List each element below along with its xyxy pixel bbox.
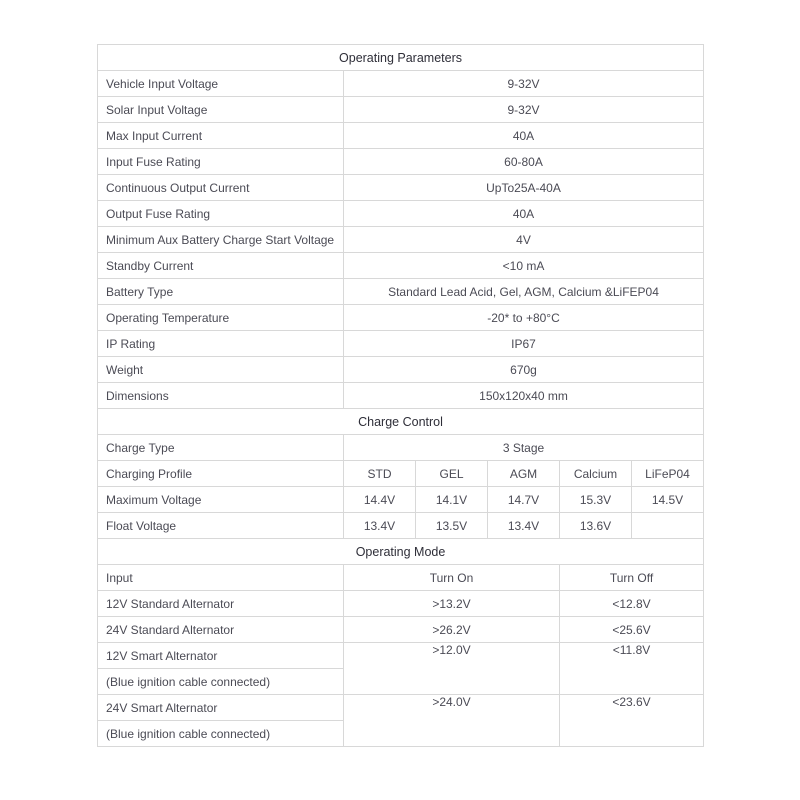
column-header-input: Input (98, 565, 344, 591)
row-value: IP67 (344, 331, 704, 357)
row-value: <10 mA (344, 253, 704, 279)
table-row (98, 123, 704, 149)
row-label: Float Voltage (98, 513, 344, 539)
section-title-operating-mode: Operating Mode (98, 539, 704, 565)
row-value: 9-32V (344, 97, 704, 123)
table-row (98, 409, 704, 435)
turn-off-value: <12.8V (560, 591, 704, 617)
row-value: 4V (344, 227, 704, 253)
row-label: Minimum Aux Battery Charge Start Voltage (98, 227, 344, 253)
table-row (98, 149, 704, 175)
row-label: Output Fuse Rating (98, 201, 344, 227)
row-value: 150x120x40 mm (344, 383, 704, 409)
turn-on-value: >13.2V (344, 591, 560, 617)
turn-on-value: >12.0V (344, 643, 560, 695)
table-row (98, 331, 704, 357)
row-label: Input Fuse Rating (98, 149, 344, 175)
turn-off-value: <11.8V (560, 643, 704, 695)
row-value: 13.4V (344, 513, 416, 539)
table-row (98, 279, 704, 305)
row-value: 15.3V (560, 487, 632, 513)
turn-off-value: <23.6V (560, 695, 704, 747)
row-sublabel: (Blue ignition cable connected) (98, 669, 344, 695)
row-label: 12V Smart Alternator (98, 643, 344, 669)
row-label: Operating Temperature (98, 305, 344, 331)
table-row (98, 695, 704, 721)
table-row (98, 201, 704, 227)
table-row (98, 45, 704, 71)
column-header-turn-on: Turn On (344, 565, 560, 591)
row-value: 14.5V (632, 487, 704, 513)
spec-table (97, 44, 704, 747)
row-sublabel: (Blue ignition cable connected) (98, 721, 344, 747)
profile-column-header: LiFeP04 (632, 461, 704, 487)
turn-on-value: >24.0V (344, 695, 560, 747)
row-label: Vehicle Input Voltage (98, 71, 344, 97)
row-value: 40A (344, 201, 704, 227)
table-row (98, 435, 704, 461)
row-value: 60-80A (344, 149, 704, 175)
table-row (98, 617, 704, 643)
profile-column-header: STD (344, 461, 416, 487)
row-label: Charging Profile (98, 461, 344, 487)
row-label: Solar Input Voltage (98, 97, 344, 123)
row-label: 24V Standard Alternator (98, 617, 344, 643)
row-value: Standard Lead Acid, Gel, AGM, Calcium &LiFEP04 (344, 279, 704, 305)
section-title-charge-control: Charge Control (98, 409, 704, 435)
profile-column-header: AGM (488, 461, 560, 487)
table-row (98, 539, 704, 565)
profile-column-header: GEL (416, 461, 488, 487)
table-row (98, 357, 704, 383)
row-value: -20* to +80°C (344, 305, 704, 331)
row-label: IP Rating (98, 331, 344, 357)
table-row (98, 513, 704, 539)
table-row (98, 227, 704, 253)
row-label: Dimensions (98, 383, 344, 409)
row-label: Standby Current (98, 253, 344, 279)
table-row (98, 565, 704, 591)
table-row (98, 253, 704, 279)
table-row (98, 643, 704, 669)
table-row (98, 175, 704, 201)
row-label: Weight (98, 357, 344, 383)
row-value: 13.4V (488, 513, 560, 539)
row-label: Continuous Output Current (98, 175, 344, 201)
table-row (98, 461, 704, 487)
row-value: 14.1V (416, 487, 488, 513)
table-row (98, 383, 704, 409)
row-label: Max Input Current (98, 123, 344, 149)
table-row (98, 591, 704, 617)
row-label: 12V Standard Alternator (98, 591, 344, 617)
profile-column-header: Calcium (560, 461, 632, 487)
row-value: 13.6V (560, 513, 632, 539)
row-value: 14.4V (344, 487, 416, 513)
row-value (632, 513, 704, 539)
column-header-turn-off: Turn Off (560, 565, 704, 591)
row-label: Battery Type (98, 279, 344, 305)
table-row (98, 97, 704, 123)
row-value: 14.7V (488, 487, 560, 513)
row-label: Charge Type (98, 435, 344, 461)
row-value: UpTo25A-40A (344, 175, 704, 201)
row-value: 40A (344, 123, 704, 149)
section-title-operating-parameters: Operating Parameters (98, 45, 704, 71)
table-row (98, 71, 704, 97)
table-row (98, 487, 704, 513)
table-row (98, 305, 704, 331)
turn-on-value: >26.2V (344, 617, 560, 643)
spec-sheet (97, 44, 704, 747)
turn-off-value: <25.6V (560, 617, 704, 643)
row-label: 24V Smart Alternator (98, 695, 344, 721)
row-value: 13.5V (416, 513, 488, 539)
row-value: 3 Stage (344, 435, 704, 461)
row-value: 9-32V (344, 71, 704, 97)
row-label: Maximum Voltage (98, 487, 344, 513)
row-value: 670g (344, 357, 704, 383)
